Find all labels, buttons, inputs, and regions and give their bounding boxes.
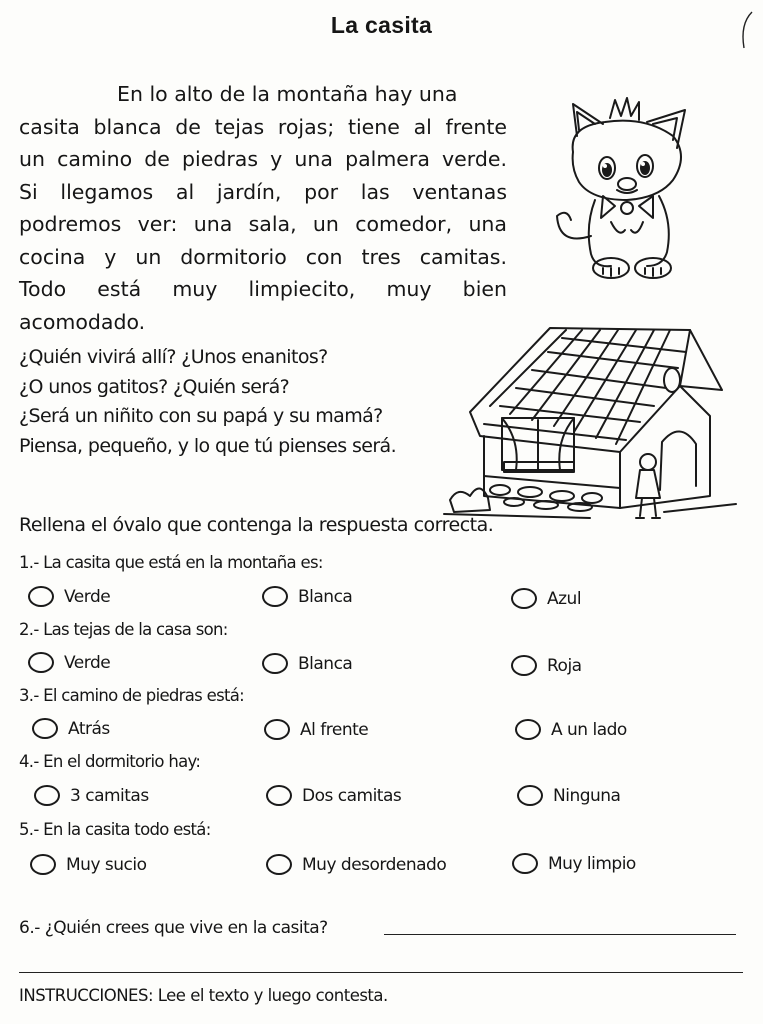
oval-radio[interactable]: [264, 719, 290, 740]
quiz-question-3: 3.- El camino de piedras está:: [19, 686, 245, 705]
story-paragraph: [19, 78, 507, 338]
oval-radio[interactable]: [262, 586, 288, 607]
story-question-line: ¿Quién vivirá allí? ¿Unos enanitos?: [19, 346, 328, 368]
option-label: Ninguna: [553, 785, 621, 806]
option-label: Muy limpio: [548, 853, 636, 874]
oval-radio[interactable]: [511, 655, 537, 676]
answer-line-full[interactable]: [19, 972, 743, 973]
option-label: Muy sucio: [66, 854, 147, 875]
page-title: La casita: [330, 12, 433, 38]
oval-radio[interactable]: [512, 853, 538, 874]
option-1-a[interactable]: [28, 586, 110, 607]
option-label: A un lado: [551, 719, 627, 740]
option-4-c[interactable]: [517, 785, 620, 806]
oval-radio[interactable]: [266, 854, 292, 875]
quiz-question-2: 2.- Las tejas de la casa son:: [19, 620, 228, 639]
option-3-a[interactable]: [32, 718, 110, 739]
option-label: Verde: [64, 652, 111, 673]
option-label: Blanca: [298, 586, 353, 607]
story-line: un camino de piedras y una palmera verde.: [19, 147, 507, 171]
oval-radio[interactable]: [28, 586, 54, 607]
oval-radio[interactable]: [262, 653, 288, 674]
story-line: Todo está muy limpiecito, muy bien: [19, 277, 507, 301]
story-question-line: ¿O unos gatitos? ¿Quién será?: [19, 375, 290, 398]
option-label: Dos camitas: [302, 785, 402, 806]
margin-mark: [736, 10, 756, 50]
option-3-c[interactable]: [515, 719, 627, 740]
quiz-instructions: Rellena el óvalo que contenga la respuesta correcta.: [19, 514, 494, 536]
option-2-c[interactable]: [511, 655, 582, 676]
house-illustration: [440, 320, 740, 530]
story-line: casita blanca de tejas rojas; tiene al frente: [19, 114, 507, 139]
quiz-question-5: 5.- En la casita todo está:: [19, 820, 211, 839]
story-questions: [19, 343, 396, 461]
oval-radio[interactable]: [517, 785, 543, 806]
option-3-b[interactable]: [264, 719, 368, 740]
option-label: Azul: [547, 588, 582, 609]
oval-radio[interactable]: [511, 588, 537, 609]
answer-line[interactable]: [384, 934, 736, 935]
oval-radio[interactable]: [515, 719, 541, 740]
footer-instructions: INSTRUCCIONES: Lee el texto y luego contesta.: [19, 986, 388, 1005]
story-line: En lo alto de la montaña hay una: [117, 82, 458, 106]
option-2-a[interactable]: [28, 652, 110, 673]
open-question: 6.- ¿Quién crees que vive en la casita?: [19, 918, 328, 938]
oval-radio[interactable]: [266, 785, 292, 806]
option-label: Roja: [547, 655, 582, 676]
story-line: podremos ver: una sala, un comedor, una: [19, 212, 507, 236]
option-5-c[interactable]: [512, 853, 636, 874]
option-label: Blanca: [298, 653, 353, 674]
option-1-c[interactable]: [511, 588, 581, 609]
option-4-a[interactable]: [34, 785, 149, 806]
quiz-question-4: 4.- En el dormitorio hay:: [19, 752, 201, 771]
option-5-b[interactable]: [266, 854, 446, 875]
kitten-illustration: [555, 96, 695, 286]
story-question-line: Piensa, pequeño, y lo que tú pienses será.: [19, 434, 397, 457]
option-label: Al frente: [300, 719, 369, 740]
story-line: cocina y un dormitorio con tres camitas.: [19, 244, 507, 269]
option-4-b[interactable]: [266, 785, 401, 806]
option-2-b[interactable]: [262, 653, 352, 674]
option-label: Muy desordenado: [302, 854, 447, 875]
story-question-line: ¿Será un niñito con su papá y su mamá?: [19, 405, 383, 427]
story-line: acomodado.: [19, 309, 146, 334]
oval-radio[interactable]: [34, 785, 60, 806]
option-5-a[interactable]: [30, 854, 147, 875]
option-label: Verde: [64, 586, 111, 607]
story-line: Si llegamos al jardín, por las ventanas: [19, 179, 507, 204]
option-1-b[interactable]: [262, 586, 352, 607]
oval-radio[interactable]: [30, 854, 56, 875]
oval-radio[interactable]: [28, 652, 54, 673]
oval-radio[interactable]: [32, 718, 58, 739]
option-label: 3 camitas: [70, 785, 149, 806]
quiz-question-1: 1.- La casita que está en la montaña es:: [19, 553, 323, 572]
option-label: Atrás: [68, 718, 110, 739]
